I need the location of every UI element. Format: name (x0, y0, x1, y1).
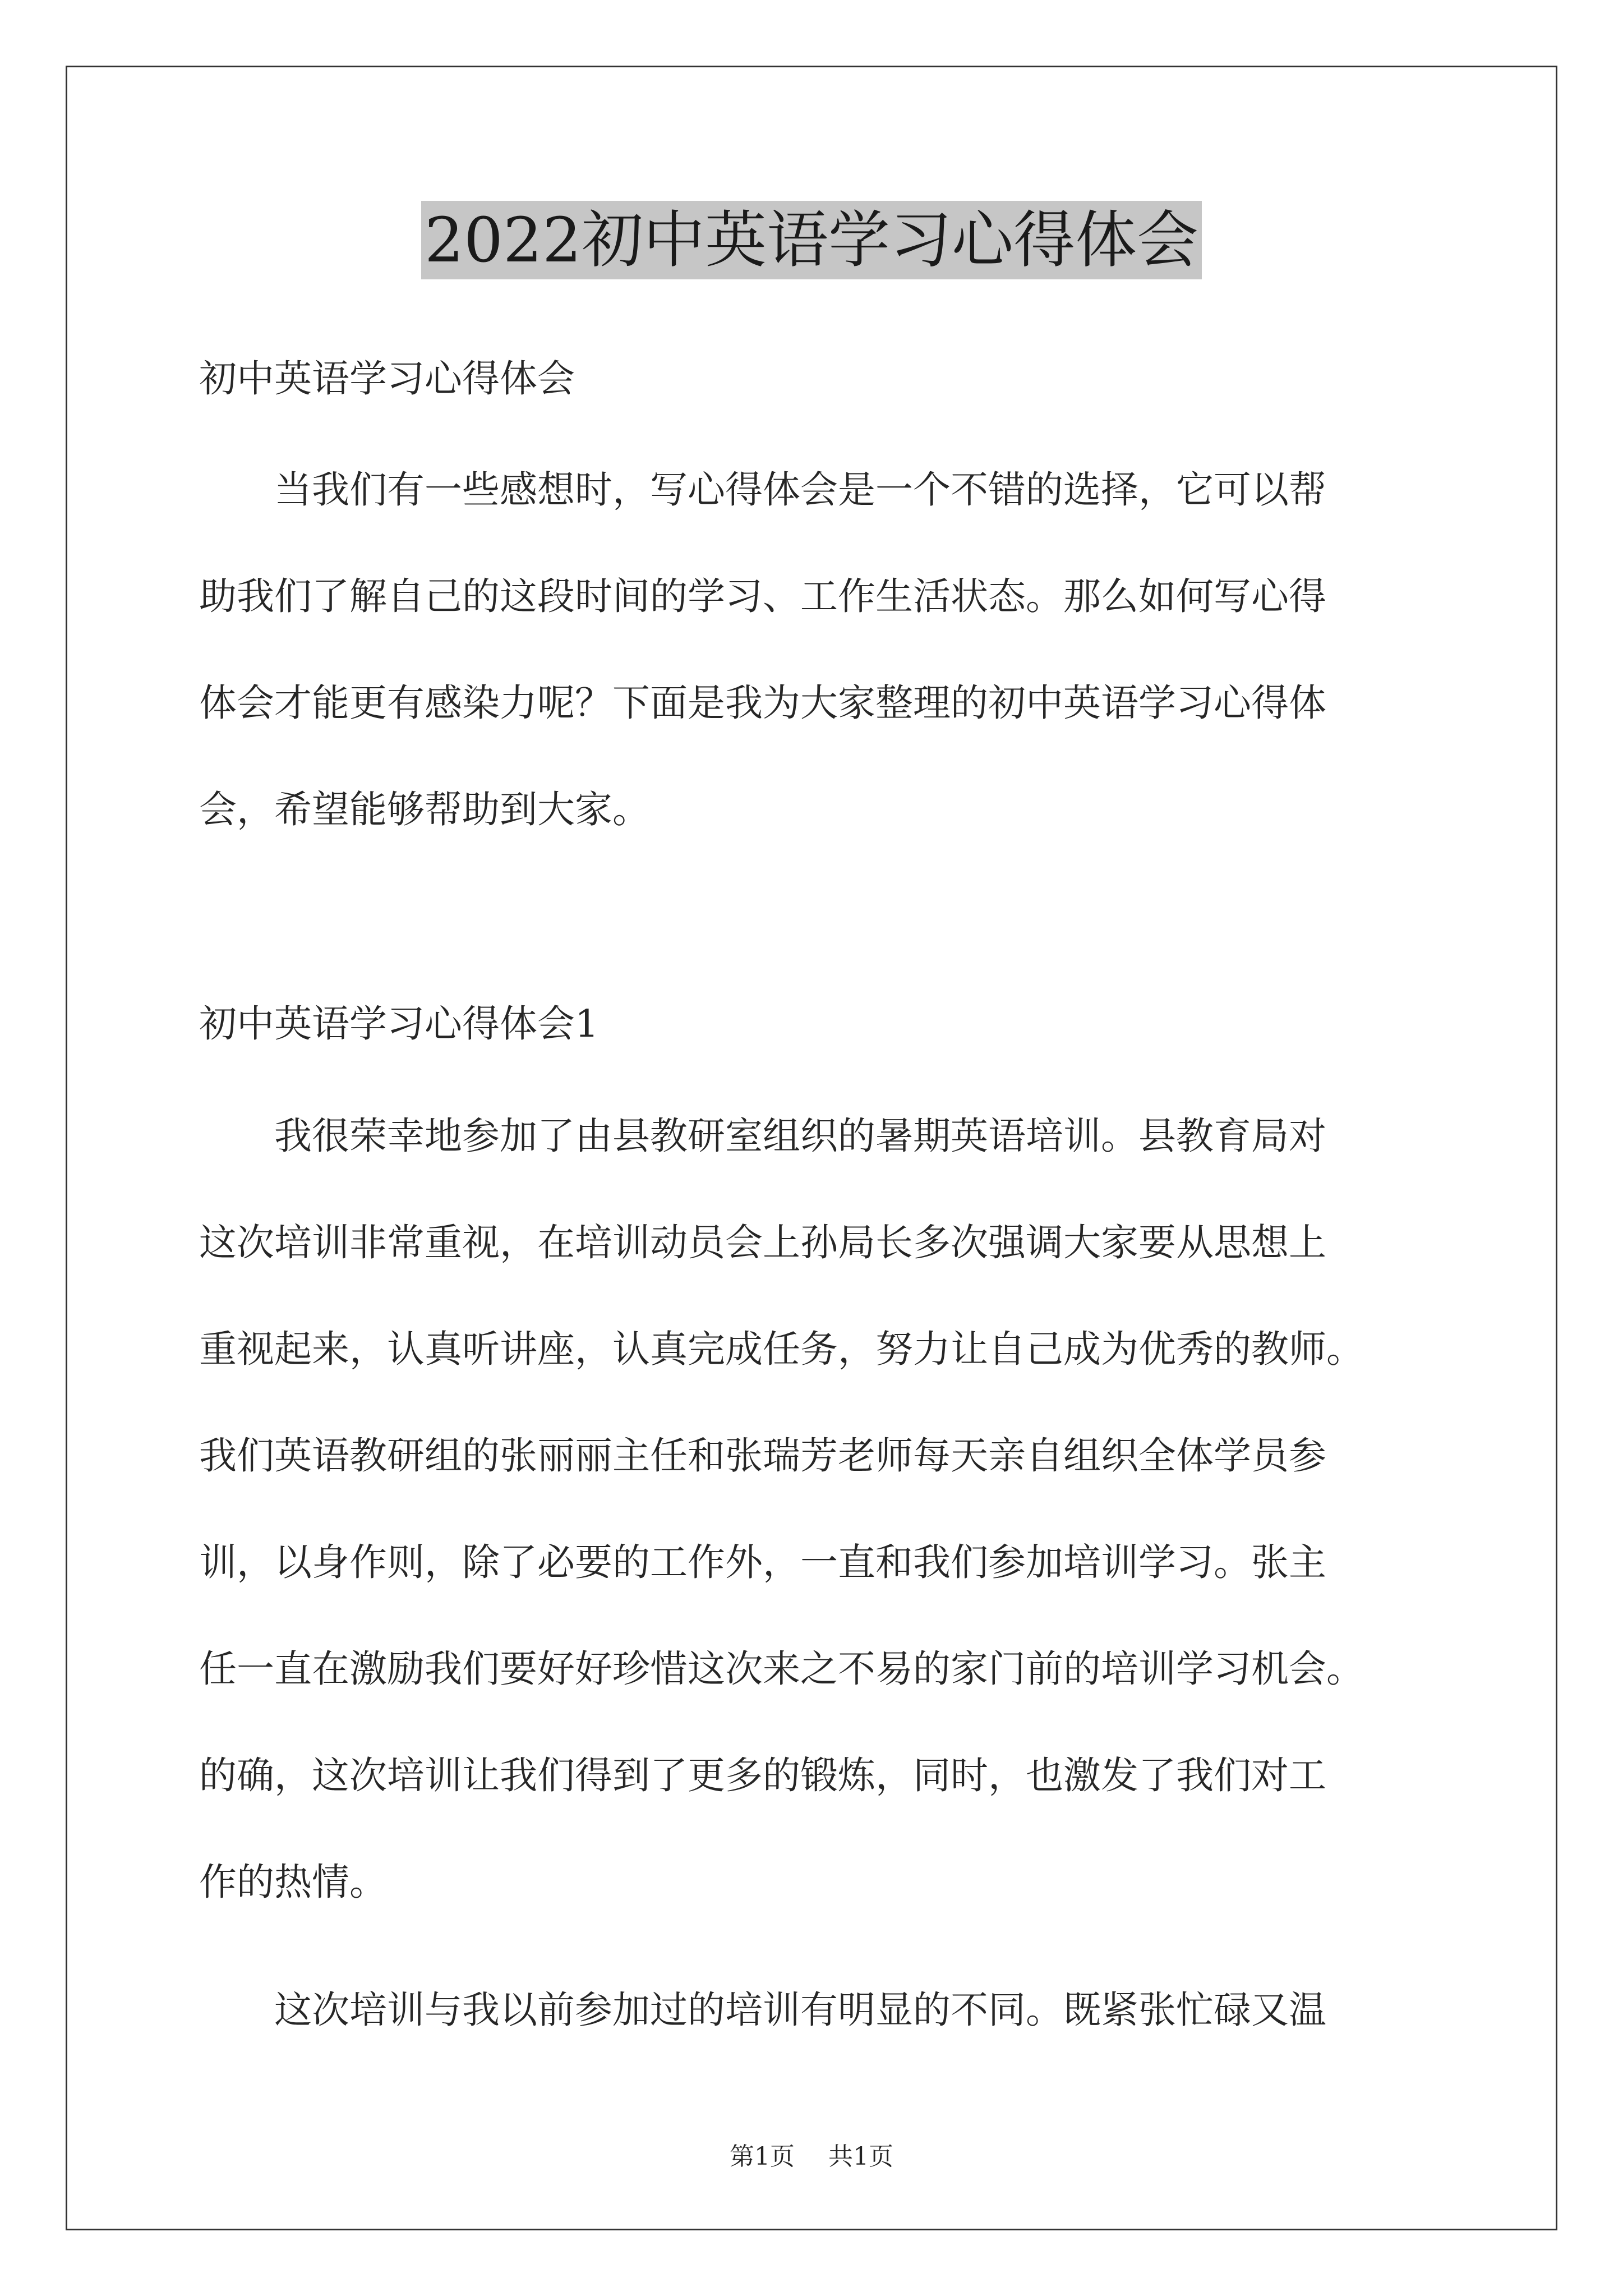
text-line: 训，以身作则，除了必要的工作外，一直和我们参加培训学习。张主 (199, 1540, 1326, 1584)
document-title: 2022初中英语学习心得体会 (421, 201, 1202, 279)
text-line: 会，希望能够帮助到大家。 (199, 788, 650, 831)
page-footer (0, 2140, 1623, 2174)
intro-paragraph (199, 436, 1433, 863)
text-line: 作的热情。 (199, 1860, 387, 1904)
next-paragraph (199, 1957, 1433, 2063)
text-line: 我们英语教研组的张丽丽主任和张瑞芳老师每天亲自组织全体学员参 (199, 1434, 1326, 1478)
page-total: 共1页 (828, 2142, 893, 2171)
text-line: 这次培训与我以前参加过的培训有明显的不同。既紧张忙碌又温 (199, 1988, 1326, 2032)
text-line: 我很荣幸地参加了由县教研室组织的暑期英语培训。县教育局对 (199, 1114, 1326, 1158)
text-line: 当我们有一些感想时，写心得体会是一个不错的选择，它可以帮 (199, 468, 1326, 512)
page-number: 第1页 (730, 2142, 795, 2171)
text-line: 助我们了解自己的这段时间的学习、工作生活状态。那么如何写心得 (199, 574, 1326, 618)
text-line: 体会才能更有感染力呢？下面是我为大家整理的初中英语学习心得体 (199, 681, 1326, 725)
text-line: 的确，这次培训让我们得到了更多的锻炼，同时，也激发了我们对工 (199, 1754, 1326, 1797)
section-paragraph (199, 1083, 1433, 1935)
text-line: 这次培训非常重视，在培训动员会上孙局长多次强调大家要从思想上 (199, 1221, 1326, 1264)
title-container (0, 201, 1623, 279)
section-heading: 初中英语学习心得体会1 (199, 1002, 599, 1046)
text-line: 重视起来，认真听讲座，认真完成任务，努力让自己成为优秀的教师。 (199, 1327, 1364, 1371)
document-subtitle: 初中英语学习心得体会 (199, 357, 575, 401)
text-line: 任一直在激励我们要好好珍惜这次来之不易的家门前的培训学习机会。 (199, 1647, 1364, 1691)
